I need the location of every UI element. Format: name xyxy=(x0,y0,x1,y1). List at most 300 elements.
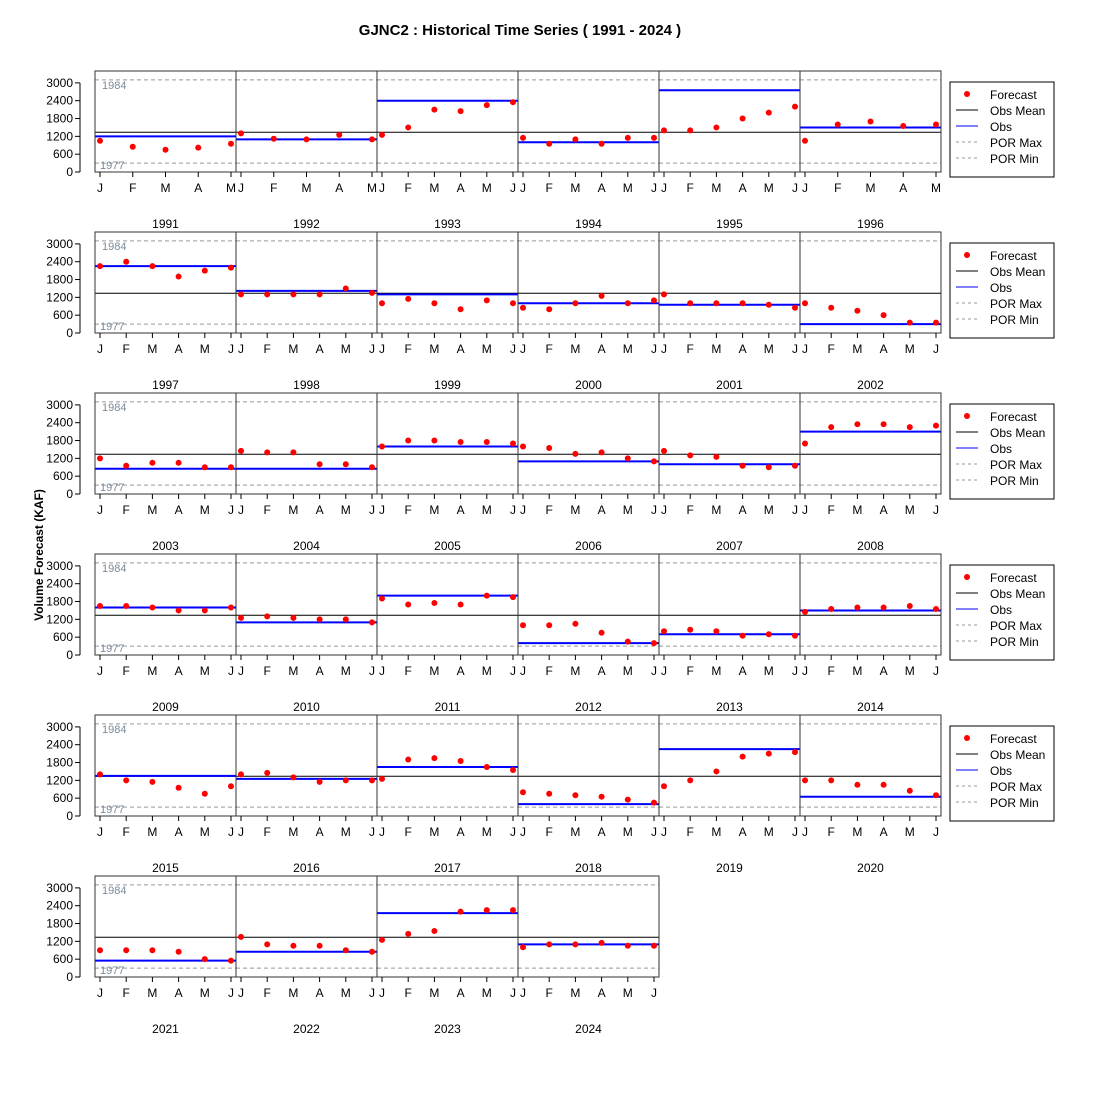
month-tick-label: A xyxy=(174,503,183,517)
panel-year-label: 1997 xyxy=(152,378,179,392)
month-tick-label: J xyxy=(379,825,385,839)
forecast-point xyxy=(907,603,913,609)
legend-forecast-marker xyxy=(964,91,970,97)
month-tick-label: M xyxy=(852,664,863,678)
month-tick-label: M xyxy=(711,825,722,839)
month-tick-label: F xyxy=(122,825,130,839)
month-tick-label: F xyxy=(404,342,412,356)
month-tick-label: J xyxy=(510,181,516,195)
panel-frame xyxy=(236,71,377,172)
forecast-point xyxy=(369,464,375,470)
forecast-point xyxy=(740,463,746,469)
month-tick-label: M xyxy=(367,181,377,195)
forecast-point xyxy=(290,943,296,949)
month-tick-label: M xyxy=(622,986,633,1000)
forecast-point xyxy=(881,782,887,788)
forecast-point xyxy=(802,138,808,144)
panel-frame xyxy=(236,876,377,977)
forecast-point xyxy=(176,785,182,791)
y-tick-label: 600 xyxy=(52,308,73,323)
forecast-point xyxy=(802,777,808,783)
month-tick-label: M xyxy=(622,825,633,839)
forecast-point xyxy=(625,797,631,803)
month-tick-label: F xyxy=(404,825,412,839)
forecast-point xyxy=(520,443,526,449)
forecast-point xyxy=(176,274,182,280)
forecast-point xyxy=(907,788,913,794)
month-tick-label: A xyxy=(335,181,344,195)
forecast-point xyxy=(828,305,834,311)
month-tick-label: J xyxy=(97,986,103,1000)
month-tick-label: J xyxy=(510,342,516,356)
forecast-point xyxy=(599,940,605,946)
month-tick-label: A xyxy=(456,986,465,1000)
forecast-point xyxy=(713,454,719,460)
y-tick-label: 600 xyxy=(52,791,73,806)
panel-frame xyxy=(236,554,377,655)
month-tick-label: J xyxy=(661,825,667,839)
forecast-point xyxy=(933,792,939,798)
month-tick-label: M xyxy=(763,664,774,678)
forecast-point xyxy=(625,135,631,141)
month-tick-label: F xyxy=(686,503,694,517)
month-tick-label: J xyxy=(792,181,798,195)
month-tick-label: J xyxy=(369,503,375,517)
forecast-point xyxy=(195,145,201,151)
panel-year-label: 2005 xyxy=(434,539,461,553)
forecast-point xyxy=(687,127,693,133)
forecast-point xyxy=(766,751,772,757)
month-tick-label: M xyxy=(288,664,299,678)
month-tick-label: M xyxy=(147,503,158,517)
y-tick-label: 0 xyxy=(66,326,73,340)
month-tick-label: M xyxy=(481,342,492,356)
month-tick-label: M xyxy=(226,181,236,195)
forecast-point xyxy=(625,943,631,949)
month-tick-label: J xyxy=(802,181,808,195)
legend-label: Obs xyxy=(990,603,1013,617)
panel-year-label: 2009 xyxy=(152,700,179,714)
panel-year-label: 2006 xyxy=(575,539,602,553)
month-tick-label: A xyxy=(738,825,747,839)
legend-label: POR Max xyxy=(990,297,1043,311)
month-tick-label: A xyxy=(879,825,888,839)
panel-frame xyxy=(800,554,941,655)
forecast-point xyxy=(651,135,657,141)
forecast-point xyxy=(238,615,244,621)
month-tick-label: M xyxy=(711,181,722,195)
panel-year-label: 2024 xyxy=(575,1022,602,1036)
month-tick-label: M xyxy=(340,986,351,1000)
month-tick-label: J xyxy=(379,986,385,1000)
month-tick-label: J xyxy=(379,664,385,678)
por-max-label: 1984 xyxy=(102,884,127,897)
panel-year-label: 1995 xyxy=(716,217,743,231)
forecast-point xyxy=(228,783,234,789)
forecast-point xyxy=(149,604,155,610)
month-tick-label: J xyxy=(228,986,234,1000)
forecast-point xyxy=(868,119,874,125)
forecast-point xyxy=(572,300,578,306)
panel-frame xyxy=(659,393,800,494)
forecast-point xyxy=(933,121,939,127)
forecast-point xyxy=(202,607,208,613)
forecast-point xyxy=(907,320,913,326)
forecast-point xyxy=(546,791,552,797)
month-tick-label: A xyxy=(174,986,183,1000)
month-tick-label: F xyxy=(545,986,553,1000)
forecast-point xyxy=(835,121,841,127)
forecast-point xyxy=(484,102,490,108)
forecast-point xyxy=(343,947,349,953)
forecast-point xyxy=(546,141,552,147)
month-tick-label: F xyxy=(404,181,412,195)
forecast-point xyxy=(228,958,234,964)
y-tick-label: 1200 xyxy=(46,612,73,627)
panel-frame xyxy=(659,554,800,655)
forecast-point xyxy=(458,108,464,114)
forecast-point xyxy=(572,941,578,947)
month-tick-label: J xyxy=(97,342,103,356)
forecast-point xyxy=(907,424,913,430)
legend-label: Obs xyxy=(990,281,1013,295)
forecast-point xyxy=(149,263,155,269)
y-tick-label: 0 xyxy=(66,648,73,662)
forecast-point xyxy=(317,461,323,467)
month-tick-label: M xyxy=(288,503,299,517)
forecast-point xyxy=(651,458,657,464)
legend-label: POR Max xyxy=(990,619,1043,633)
forecast-point xyxy=(97,455,103,461)
month-tick-label: M xyxy=(340,503,351,517)
month-tick-label: F xyxy=(686,181,694,195)
panel-year-label: 2022 xyxy=(293,1022,320,1036)
month-tick-label: A xyxy=(174,664,183,678)
month-tick-label: M xyxy=(763,825,774,839)
month-tick-label: M xyxy=(429,825,440,839)
month-tick-label: F xyxy=(686,664,694,678)
panel-frame xyxy=(377,876,518,977)
y-tick-label: 3000 xyxy=(46,236,73,251)
month-tick-label: F xyxy=(270,181,278,195)
forecast-point xyxy=(202,956,208,962)
month-tick-label: F xyxy=(545,825,553,839)
legend-label: Forecast xyxy=(990,88,1037,102)
month-tick-label: J xyxy=(369,986,375,1000)
forecast-point xyxy=(766,631,772,637)
month-tick-label: A xyxy=(456,825,465,839)
forecast-point xyxy=(343,616,349,622)
month-tick-label: M xyxy=(852,503,863,517)
forecast-point xyxy=(599,449,605,455)
forecast-point xyxy=(854,604,860,610)
month-tick-label: M xyxy=(147,664,158,678)
month-tick-label: J xyxy=(651,503,657,517)
month-tick-label: J xyxy=(802,664,808,678)
forecast-point xyxy=(599,794,605,800)
month-tick-label: J xyxy=(379,181,385,195)
month-tick-label: A xyxy=(597,986,606,1000)
month-tick-label: M xyxy=(147,986,158,1000)
month-tick-label: J xyxy=(520,503,526,517)
month-tick-label: A xyxy=(597,664,606,678)
month-tick-label: F xyxy=(263,664,271,678)
forecast-point xyxy=(290,291,296,297)
forecast-point xyxy=(651,943,657,949)
forecast-point xyxy=(317,779,323,785)
month-tick-label: F xyxy=(827,825,835,839)
forecast-point xyxy=(881,312,887,318)
month-tick-label: F xyxy=(263,342,271,356)
month-tick-label: M xyxy=(199,825,210,839)
month-tick-label: M xyxy=(622,503,633,517)
legend-label: POR Min xyxy=(990,313,1039,327)
month-tick-label: M xyxy=(570,825,581,839)
legend-label: Forecast xyxy=(990,571,1037,585)
forecast-point xyxy=(713,300,719,306)
legend-label: Obs Mean xyxy=(990,426,1046,440)
forecast-point xyxy=(599,630,605,636)
forecast-point xyxy=(510,441,516,447)
forecast-point xyxy=(163,147,169,153)
panel-year-label: 2004 xyxy=(293,539,320,553)
month-tick-label: A xyxy=(899,181,908,195)
month-tick-label: J xyxy=(792,342,798,356)
month-tick-label: J xyxy=(228,664,234,678)
month-tick-label: M xyxy=(199,342,210,356)
forecast-point xyxy=(264,613,270,619)
forecast-point xyxy=(933,423,939,429)
forecast-point xyxy=(802,609,808,615)
forecast-point xyxy=(264,941,270,947)
month-tick-label: A xyxy=(879,503,888,517)
y-tick-label: 3000 xyxy=(46,397,73,412)
panel-year-label: 1996 xyxy=(857,217,884,231)
month-tick-label: F xyxy=(129,181,137,195)
month-tick-label: J xyxy=(933,825,939,839)
forecast-point xyxy=(405,296,411,302)
month-tick-label: A xyxy=(597,825,606,839)
forecast-point xyxy=(343,777,349,783)
month-tick-label: M xyxy=(904,342,915,356)
por-min-label: 1977 xyxy=(100,965,125,978)
legend-label: Obs Mean xyxy=(990,748,1046,762)
forecast-point xyxy=(405,438,411,444)
month-tick-label: J xyxy=(651,986,657,1000)
forecast-point xyxy=(625,455,631,461)
month-tick-label: J xyxy=(802,342,808,356)
forecast-point xyxy=(431,600,437,606)
forecast-point xyxy=(264,770,270,776)
y-tick-label: 1200 xyxy=(46,934,73,949)
month-tick-label: J xyxy=(510,664,516,678)
month-tick-label: M xyxy=(301,181,312,195)
panel-frame xyxy=(518,876,659,977)
legend-label: POR Max xyxy=(990,136,1043,150)
por-max-label: 1984 xyxy=(102,723,127,736)
y-tick-label: 2400 xyxy=(46,254,73,269)
forecast-point xyxy=(520,622,526,628)
month-tick-label: A xyxy=(879,342,888,356)
month-tick-label: A xyxy=(456,503,465,517)
por-min-label: 1977 xyxy=(100,160,125,173)
forecast-point xyxy=(484,593,490,599)
forecast-point xyxy=(510,767,516,773)
y-tick-label: 600 xyxy=(52,630,73,645)
forecast-point xyxy=(228,141,234,147)
panel-frame xyxy=(518,71,659,172)
month-tick-label: J xyxy=(510,503,516,517)
forecast-point xyxy=(238,448,244,454)
forecast-point xyxy=(792,463,798,469)
month-tick-label: F xyxy=(827,503,835,517)
forecast-point xyxy=(572,136,578,142)
panel-frame xyxy=(377,71,518,172)
panel-year-label: 2017 xyxy=(434,861,461,875)
month-tick-label: A xyxy=(738,342,747,356)
chart-title: GJNC2 : Historical Time Series ( 1991 - 2024 ) xyxy=(358,22,682,39)
month-tick-label: M xyxy=(865,181,876,195)
month-tick-label: J xyxy=(238,342,244,356)
forecast-point xyxy=(379,300,385,306)
forecast-point xyxy=(228,265,234,271)
forecast-point xyxy=(379,596,385,602)
forecast-point xyxy=(828,424,834,430)
month-tick-label: J xyxy=(379,342,385,356)
forecast-point xyxy=(687,777,693,783)
month-tick-label: M xyxy=(570,181,581,195)
forecast-point xyxy=(304,136,310,142)
panel-frame xyxy=(377,393,518,494)
forecast-point xyxy=(520,135,526,141)
month-tick-label: M xyxy=(481,825,492,839)
forecast-point xyxy=(625,300,631,306)
forecast-point xyxy=(264,449,270,455)
forecast-point xyxy=(431,300,437,306)
forecast-point xyxy=(317,291,323,297)
panel-frame xyxy=(659,232,800,333)
month-tick-label: M xyxy=(340,664,351,678)
month-tick-label: J xyxy=(510,825,516,839)
month-tick-label: J xyxy=(802,503,808,517)
month-tick-label: J xyxy=(520,342,526,356)
forecast-point xyxy=(900,123,906,129)
y-tick-label: 2400 xyxy=(46,898,73,913)
por-min-label: 1977 xyxy=(100,804,125,817)
month-tick-label: F xyxy=(122,342,130,356)
por-min-label: 1977 xyxy=(100,482,125,495)
legend-forecast-marker xyxy=(964,574,970,580)
forecast-point xyxy=(828,606,834,612)
forecast-point xyxy=(369,136,375,142)
month-tick-label: M xyxy=(288,825,299,839)
month-tick-label: J xyxy=(369,342,375,356)
month-tick-label: J xyxy=(651,181,657,195)
forecast-point xyxy=(687,627,693,633)
month-tick-label: M xyxy=(852,342,863,356)
forecast-point xyxy=(202,791,208,797)
forecast-point xyxy=(792,749,798,755)
forecast-point xyxy=(687,452,693,458)
panel-year-label: 2007 xyxy=(716,539,743,553)
forecast-point xyxy=(484,297,490,303)
month-tick-label: M xyxy=(622,181,633,195)
month-tick-label: M xyxy=(340,825,351,839)
month-tick-label: M xyxy=(570,664,581,678)
legend-label: Obs xyxy=(990,764,1013,778)
month-tick-label: F xyxy=(404,503,412,517)
forecast-point xyxy=(431,755,437,761)
month-tick-label: M xyxy=(570,503,581,517)
month-tick-label: J xyxy=(228,342,234,356)
month-tick-label: J xyxy=(792,664,798,678)
forecast-point xyxy=(458,306,464,312)
panel-frame xyxy=(800,715,941,816)
month-tick-label: F xyxy=(686,342,694,356)
forecast-point xyxy=(854,782,860,788)
forecast-point xyxy=(238,291,244,297)
forecast-point xyxy=(431,107,437,113)
forecast-point xyxy=(881,421,887,427)
forecast-point xyxy=(97,947,103,953)
forecast-point xyxy=(369,949,375,955)
y-tick-label: 600 xyxy=(52,469,73,484)
forecast-point xyxy=(510,907,516,913)
month-tick-label: A xyxy=(174,342,183,356)
panel-frame xyxy=(236,715,377,816)
y-tick-label: 1800 xyxy=(46,272,73,287)
panel-year-label: 1993 xyxy=(434,217,461,231)
forecast-point xyxy=(369,290,375,296)
forecast-point xyxy=(130,144,136,150)
month-tick-label: J xyxy=(792,503,798,517)
forecast-point xyxy=(343,461,349,467)
forecast-point xyxy=(149,947,155,953)
month-tick-label: A xyxy=(738,181,747,195)
forecast-point xyxy=(271,136,277,142)
forecast-point xyxy=(792,633,798,639)
month-tick-label: J xyxy=(520,664,526,678)
legend-label: POR Max xyxy=(990,780,1043,794)
month-tick-label: M xyxy=(904,825,915,839)
y-tick-label: 1800 xyxy=(46,594,73,609)
month-tick-label: M xyxy=(904,664,915,678)
month-tick-label: M xyxy=(429,986,440,1000)
month-tick-label: A xyxy=(738,664,747,678)
month-tick-label: F xyxy=(827,664,835,678)
forecast-point xyxy=(405,757,411,763)
month-tick-label: F xyxy=(827,342,835,356)
month-tick-label: A xyxy=(597,181,606,195)
y-tick-label: 3000 xyxy=(46,558,73,573)
month-tick-label: J xyxy=(238,986,244,1000)
month-tick-label: F xyxy=(263,503,271,517)
forecast-point xyxy=(228,464,234,470)
panel-year-label: 1999 xyxy=(434,378,461,392)
forecast-point xyxy=(520,944,526,950)
y-tick-label: 2400 xyxy=(46,737,73,752)
y-tick-label: 1200 xyxy=(46,451,73,466)
month-tick-label: M xyxy=(160,181,171,195)
month-tick-label: M xyxy=(429,503,440,517)
forecast-point xyxy=(97,263,103,269)
forecast-point xyxy=(740,116,746,122)
forecast-point xyxy=(290,449,296,455)
month-tick-label: J xyxy=(661,503,667,517)
forecast-point xyxy=(149,460,155,466)
y-tick-label: 0 xyxy=(66,970,73,984)
forecast-point xyxy=(484,764,490,770)
